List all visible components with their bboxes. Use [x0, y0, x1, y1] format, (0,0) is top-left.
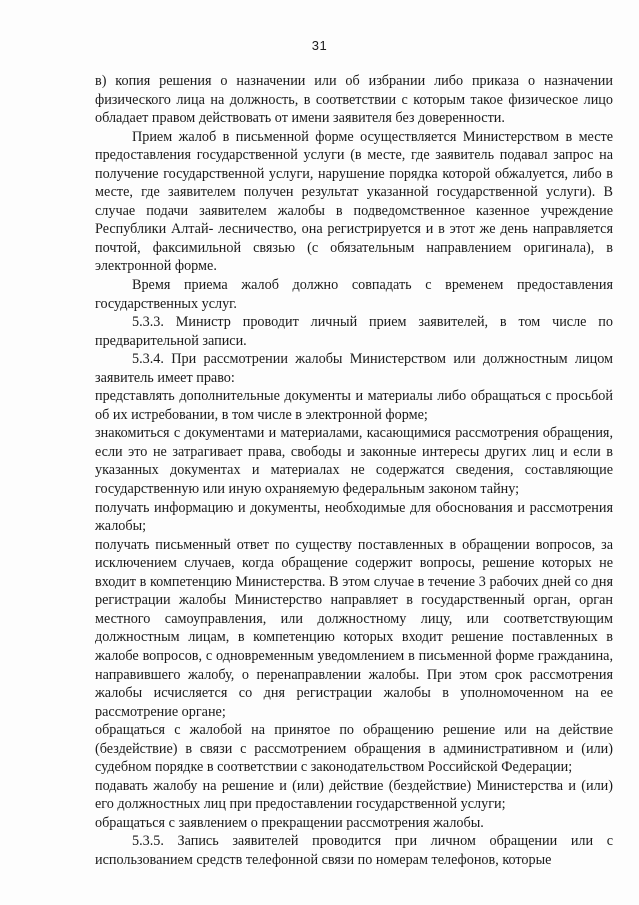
list-item-terminate-review: обращаться с заявлением о прекращении рассмотрения жалобы. — [95, 814, 484, 831]
page-number: 31 — [311, 38, 328, 53]
paragraph-5-3-3: 5.3.3. Министр проводит личный прием заявителей, в том числе по предварительной записи. — [95, 314, 613, 349]
list-item-receive-information: получать информацию и документы, необходимые для обоснования и рассмотрения жалобы; — [95, 499, 613, 535]
paragraph-applicant-copy-decision: в) копия решения о назначении или об избрании либо приказа о назначении физического лица на должность, в соответствии с которым такое физическое лицо обладает правом действовать от имени заявителя без доверенности. — [95, 73, 613, 127]
paragraph-reception-time: Время приема жалоб должно совпадать с временем предоставления государственных услуг. — [95, 277, 613, 312]
paragraph-written-complaints: Прием жалоб в письменной форме осуществляется Министерством в месте предоставления государственной услуги (в месте, где заявитель подавал запрос на получение государственной услуги, нарушение порядка которой обжалуется, либо в месте, где заявителем получен результат указанной государственной услуги). В случае подачи заявителем жалобы в подведомственное казенное учреждение Республики Алтай- лесничество, она регистрируется и в этот же день направляется почтой, факсимильной связью (с обязательным направлением оригинала), в электронной форме. — [95, 128, 613, 275]
document-body — [95, 72, 613, 870]
list-item-submit-documents: представлять дополнительные документы и материалы либо обращаться с просьбой об их истребовании, в том числе в электронной форме; — [95, 388, 613, 423]
list-item-review-materials: знакомиться с документами и материалами, касающимися рассмотрения обращения, если это не затрагивает права, свободы и законные интересы других лиц и если в указанных документах и материалах не содержатся сведения, составляющие государственную или иную охраняемую федеральным законом тайну; — [95, 425, 613, 498]
list-item-written-answer: получать письменный ответ по существу поставленных в обращении вопросов, за исключением случаев, когда обращение содержит вопросы, решение которых не входит в компетенцию Министерства. В этом случае в течение 3 рабочих дней со дня регистрации жалобы Министерство направляет в государственный орган, орган местного самоуправления, или должностному лицу, или соответствующим должностным лицам, в компетенцию которых входит решение поставленных в жалобе вопросов, с одновременным уведомлением в письменной форме гражданина, направившего жалобу, о перенаправлении жалобы. При этом срок рассмотрения жалобы исчисляется со дня регистрации жалобы в уполномоченном на ее рассмотрение органе; — [95, 536, 613, 720]
list-item-appeal-decision: обращаться с жалобой на принятое по обращению решение или на действие (бездействие) в связи с рассмотрением обращения в административном и (или) судебном порядке в соответствии с законодательством Российской Федерации; — [95, 722, 613, 776]
list-item-file-complaint: подавать жалобу на решение и (или) действие (бездействие) Министерства и (или) его должностных лиц при предоставлении государственной услуги; — [95, 777, 613, 813]
paragraph-5-3-4: 5.3.4. При рассмотрении жалобы Министерством или должностным лицом заявитель имеет право: — [95, 351, 613, 386]
paragraph-5-3-5: 5.3.5. Запись заявителей проводится при личном обращении или с использованием средств телефонной связи по номерам телефонов, которые — [95, 833, 613, 868]
